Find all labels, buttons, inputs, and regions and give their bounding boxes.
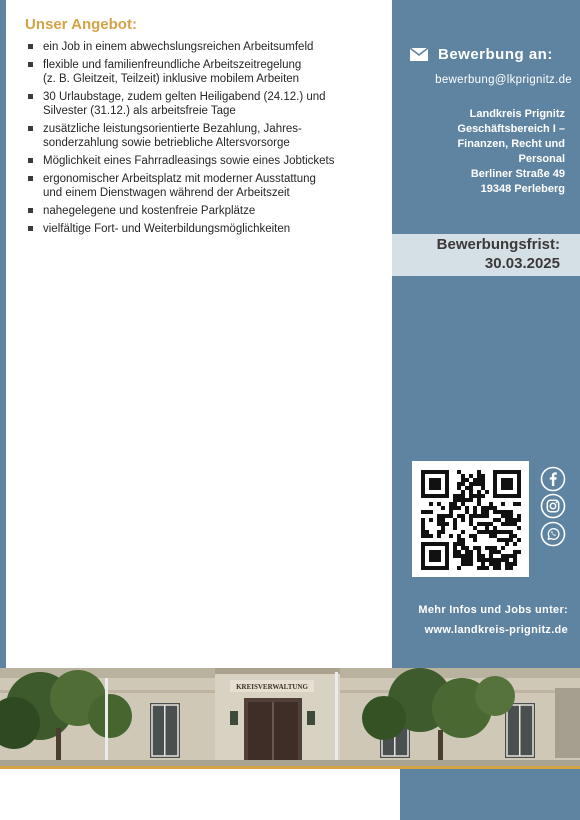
offer-item-line: ergonomischer Arbeitsplatz mit moderner Ausstattung: [43, 173, 316, 185]
instagram-icon[interactable]: [540, 493, 566, 519]
address-line: Personal: [518, 153, 565, 165]
footer-block: [400, 769, 580, 820]
offer-item-line: und einem Dienstwagen während der Arbeitszeit: [43, 187, 290, 199]
website-link[interactable]: www.landkreis-prignitz.de: [424, 624, 568, 636]
offer-item: [25, 222, 391, 236]
offer-item-line: flexible und familienfreundliche Arbeitszeitregelung: [43, 59, 302, 71]
building-sign: KREISVERWALTUNG: [236, 683, 308, 691]
postal-address: [392, 107, 565, 197]
qr-code[interactable]: [412, 461, 529, 577]
offer-heading: Unser Angebot:: [25, 16, 137, 33]
offer-item: [25, 58, 391, 86]
offer-item-line: Silvester (31.12.) als arbeitsfreie Tage: [43, 105, 236, 117]
offer-item: [25, 122, 391, 150]
facebook-icon[interactable]: [540, 466, 566, 492]
offer-item: [25, 204, 391, 218]
whatsapp-icon[interactable]: [540, 521, 566, 547]
address-line: Finanzen, Recht und: [457, 138, 565, 150]
address-line: Geschäftsbereich I –: [457, 123, 565, 135]
deadline-label: Bewerbungsfrist:: [436, 236, 560, 253]
address-line: Berliner Straße 49: [470, 168, 565, 180]
offer-item-line: vielfältige Fort- und Weiterbildungsmöglichkeiten: [43, 223, 291, 235]
offer-section: [6, 0, 392, 668]
application-heading: [410, 46, 553, 63]
offer-item-line: (z. B. Gleitzeit, Teilzeit) inklusive mobilem Arbeiten: [43, 73, 300, 85]
offer-item: [25, 40, 391, 54]
offer-list: [25, 40, 391, 240]
application-title: Bewerbung an:: [438, 46, 553, 63]
application-email-link[interactable]: bewerbung@lkprignitz.de: [435, 74, 572, 86]
contact-sidebar: [392, 0, 580, 668]
offer-item-line: zusätzliche leistungsorientierte Bezahlung, Jahres-: [43, 123, 302, 135]
address-line: Landkreis Prignitz: [469, 108, 565, 120]
deadline-date: 30.03.2025: [484, 255, 560, 272]
offer-item-line: ein Job in einem abwechslungsreichen Arbeitsumfeld: [43, 41, 314, 53]
offer-item: [25, 154, 391, 168]
building-photo: [0, 668, 580, 766]
address-line: 19348 Perleberg: [480, 183, 565, 195]
envelope-icon: [410, 48, 428, 61]
offer-item-line: Möglichkeit eines Fahrradleasings sowie eines Jobtickets: [43, 155, 335, 167]
offer-item: [25, 90, 391, 118]
offer-item-line: sonderzahlung sowie betriebliche Altersvorsorge: [43, 137, 290, 149]
offer-item-line: nahegelegene und kostenfreie Parkplätze: [43, 205, 256, 217]
deadline-box: [392, 234, 580, 276]
more-info-label: Mehr Infos und Jobs unter:: [418, 604, 568, 616]
offer-item-line: 30 Urlaubstage, zudem gelten Heiligabend (24.12.) und: [43, 91, 326, 103]
offer-item: [25, 172, 391, 200]
